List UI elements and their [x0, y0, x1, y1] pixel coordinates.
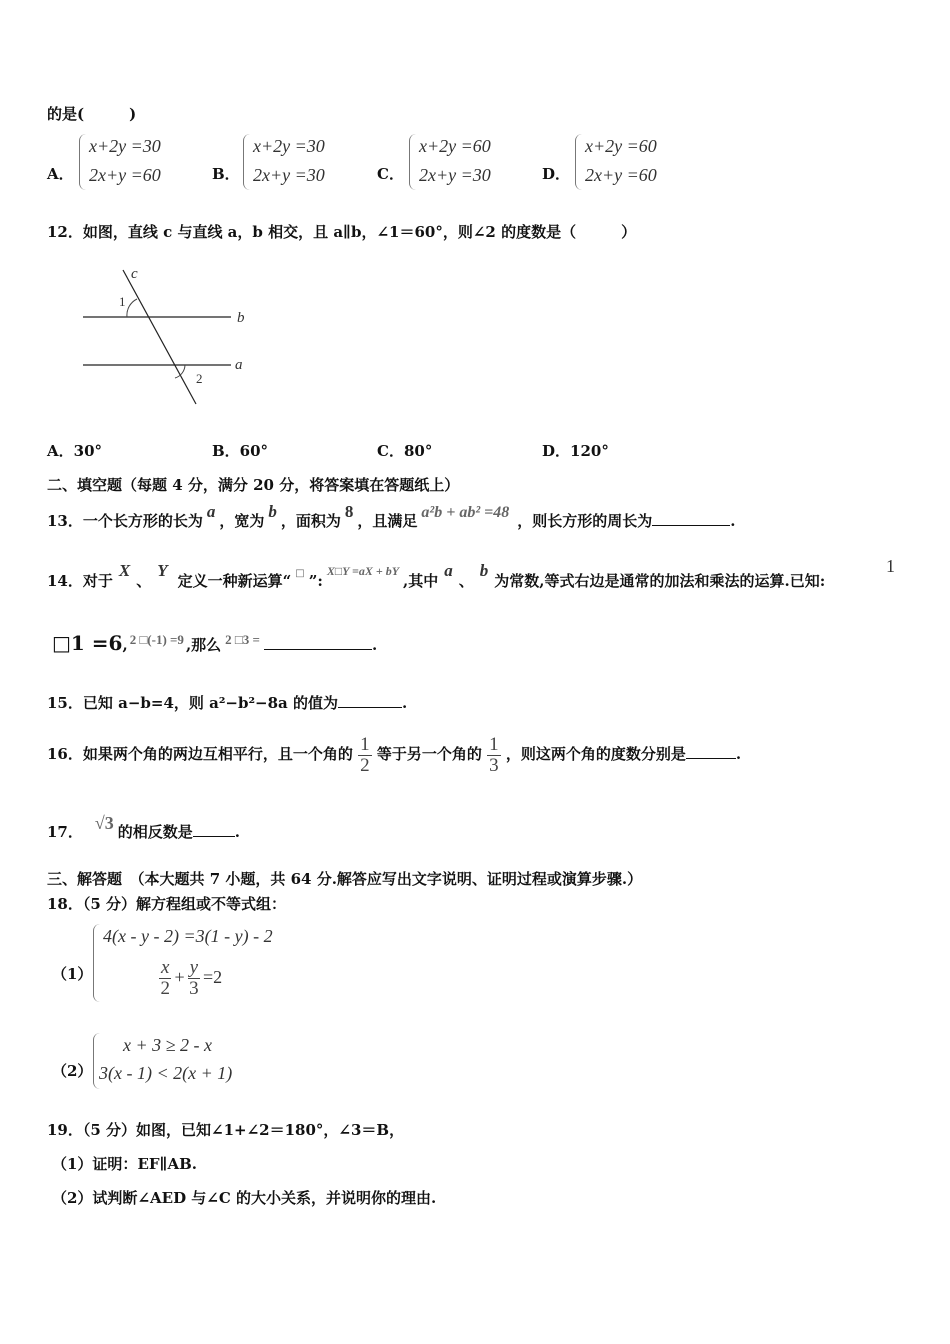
brace-icon [575, 134, 582, 190]
q16-text-3: ，则这两个角的度数分别是 [505, 745, 686, 763]
q15-answer-blank [338, 693, 402, 708]
q16-question [47, 724, 741, 784]
q14-line2-digit: 1 [886, 556, 895, 576]
brace-icon [409, 134, 416, 190]
q18-part2-eq2: 3(x - 1) < 2(x + 1) [99, 1063, 233, 1083]
q16-text-2: 等于另一个角的 [376, 745, 482, 763]
q14-end: . [371, 636, 378, 654]
q13-var-b: b [268, 502, 277, 521]
label-angle-2: 2 [196, 371, 203, 386]
q14-var-a: a [444, 561, 453, 580]
section-2-heading: 二、填空题（每题 4 分，满分 20 分，将答案填在答题纸上） [47, 476, 460, 494]
label-c: c [131, 266, 138, 282]
q18-question: 18．（5 分）解方程组或不等式组： [47, 895, 287, 913]
q15-question [47, 692, 407, 713]
q11-tail: 的是( ) [47, 105, 137, 123]
q11-option-c-system [409, 134, 519, 192]
q13-text-3: ，面积为 [280, 512, 341, 530]
q12-option-b: B．60° [212, 442, 269, 460]
q11-option-d-eq1: x+2y =60 [585, 136, 657, 156]
q13-condition: a²b + ab² =48 [421, 504, 510, 521]
q12-option-d: D．120° [542, 442, 609, 460]
q13-text-1: 13．一个长方形的长为 [47, 512, 203, 530]
section-3-heading: 三、解答题 （本大题共 7 小题，共 64 分.解答应写出文字说明、证明过程或演算步骤.） [47, 870, 643, 888]
q11-option-d-eq2: 2x+y =60 [585, 165, 657, 185]
q13-text-5: ，则长方形的周长为 [517, 512, 653, 530]
q17-label: 17． [47, 823, 83, 841]
q18-part2-system [93, 1033, 273, 1091]
q18-part2-eq1: x + 3 ≥ 2 - x [123, 1035, 212, 1055]
q14-given-2: 2 □(-1) =9 [129, 632, 184, 647]
q11-option-c-label: C． [377, 165, 404, 183]
q16-f1-den: 2 [360, 754, 370, 776]
q15-text: 15．已知 a−b=4，则 a²−b²−8a 的值为 [47, 694, 338, 712]
q11-option-d-label: D． [542, 165, 571, 183]
q14-given-1: □1 =6 [52, 631, 123, 655]
q11-option-a-system [79, 134, 189, 192]
q12-option-a: A．30° [47, 442, 103, 460]
q13-area: 8 [344, 502, 354, 521]
q14-var-y: Y [157, 561, 168, 580]
label-b: b [237, 310, 245, 326]
angle-1-arc [127, 299, 137, 317]
q18-eq2-den-2: 2 [160, 978, 170, 999]
q11-option-a-label: A． [47, 165, 74, 183]
q11-option-b-system [243, 134, 353, 192]
q14-sep-2: 、 [458, 572, 474, 590]
q17-sqrt-expression: √3 [94, 813, 114, 833]
q11-option-b-eq1: x+2y =30 [253, 136, 325, 156]
q18-part1-eq1: 4(x - y - 2) =3(1 - y) - 2 [103, 926, 273, 946]
q18-eq2-plus: + [174, 966, 185, 987]
q14-text-5: 为常数,等式右边是通常的加法和乘法的运算.已知: [494, 572, 826, 590]
q14-text-2: 定义一种新运算“ [177, 572, 292, 590]
q14-text-1: 14．对于 [47, 572, 113, 590]
q16-answer-blank [686, 744, 736, 759]
q18-part1-system [93, 924, 323, 1004]
q14-var-x: X [118, 561, 131, 580]
q12-option-c: C．80° [377, 442, 433, 460]
q16-f2-num: 1 [489, 733, 499, 755]
q17-answer-blank [193, 822, 235, 837]
q14-var-b: b [479, 561, 489, 580]
q11-option-b-label: B． [212, 165, 240, 183]
q16-f1-num: 1 [360, 733, 370, 755]
q14-answer-blank [264, 635, 372, 650]
q16-end: . [735, 745, 742, 763]
q12-figure [75, 262, 255, 410]
q17-question [47, 813, 241, 842]
q14-line-2 [52, 631, 377, 655]
brace-icon [243, 134, 250, 190]
q18-eq2-y: y [189, 957, 199, 978]
q19-sub-1: （1）证明：EF∥AB. [52, 1155, 197, 1173]
q18-part1-eq2 [159, 958, 222, 999]
q14-comma: , [122, 636, 128, 654]
q16-text-1: 16．如果两个角的两边互相平行，且一个角的 [47, 745, 353, 763]
q11-option-c-eq1: x+2y =60 [419, 136, 491, 156]
q11-option-a-eq1: x+2y =30 [89, 136, 161, 156]
line-c [123, 270, 196, 404]
q13-text-4: ，且满足 [357, 512, 418, 530]
brace-icon [79, 134, 86, 190]
q14-text-4: ,其中 [403, 572, 439, 590]
q17-text: 的相反数是 [117, 823, 193, 841]
q16-fraction-half [358, 735, 372, 776]
angle-2-arc [175, 365, 185, 378]
q13-text-2: ，宽为 [219, 512, 265, 530]
q14-target: 2 □3 = [225, 632, 260, 647]
q16-f2-den: 3 [489, 754, 499, 776]
q14-sep-1: 、 [136, 572, 152, 590]
brace-icon [93, 924, 100, 1002]
q13-question [47, 502, 736, 531]
q14-question [47, 561, 826, 591]
q11-option-b-eq2: 2x+y =30 [253, 165, 325, 185]
q14-text-6: ,那么 [185, 636, 222, 654]
q17-end: . [234, 823, 241, 841]
q16-fraction-third [487, 735, 501, 776]
q18-part1-label: （1） [52, 965, 93, 983]
q13-end: . [730, 512, 736, 530]
label-a: a [235, 357, 243, 373]
q19-sub-2: （2）试判断∠AED 与∠C 的大小关系，并说明你的理由. [52, 1189, 437, 1207]
q14-definition: X□Y =aX + bY [326, 564, 400, 578]
q11-option-d-system [575, 134, 685, 192]
q18-eq2-rhs: =2 [203, 966, 223, 987]
q13-var-a: a [206, 502, 216, 521]
q14-text-3: ”: [308, 572, 323, 590]
q11-option-c-eq2: 2x+y =30 [419, 165, 491, 185]
q18-eq2-x: x [161, 957, 170, 978]
label-angle-1: 1 [119, 294, 126, 309]
q18-part2-label: （2） [52, 1062, 93, 1080]
q13-answer-blank [652, 511, 730, 526]
q15-end: . [401, 694, 408, 712]
q18-eq2-den-3: 3 [189, 978, 199, 999]
q19-question: 19．（5 分）如图，已知∠1+∠2＝180°，∠3＝B， [47, 1121, 405, 1139]
q12-question: 12．如图，直线 c 与直线 a，b 相交，且 a∥b，∠1＝60°，则∠2 的度数是（ ） [47, 223, 637, 241]
q11-option-a-eq2: 2x+y =60 [89, 165, 161, 185]
q14-operator: □ [295, 568, 305, 579]
